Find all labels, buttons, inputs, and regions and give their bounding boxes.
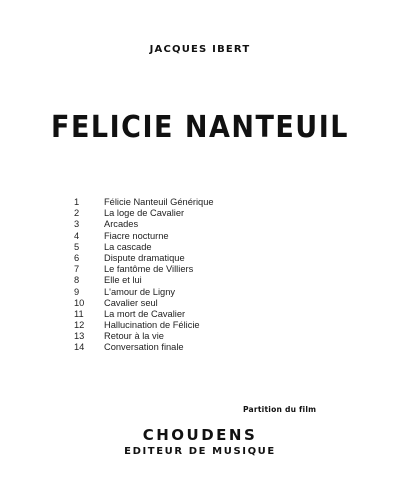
track-title: Conversation finale bbox=[104, 342, 184, 353]
track-item bbox=[74, 197, 334, 208]
work-title: FELICIE NANTEUIL bbox=[51, 110, 349, 145]
track-title: La loge de Cavalier bbox=[104, 208, 185, 219]
track-title: Arcades bbox=[104, 219, 139, 230]
publisher-subtitle: EDITEUR DE MUSIQUE bbox=[124, 446, 276, 457]
track-title: La mort de Cavalier bbox=[104, 308, 186, 319]
track-item bbox=[74, 208, 334, 219]
track-number: 12 bbox=[74, 320, 85, 331]
track-list bbox=[74, 197, 334, 354]
track-title: Retour à la vie bbox=[104, 331, 164, 342]
track-item bbox=[74, 320, 334, 331]
track-title: Le fantôme de Villiers bbox=[104, 264, 194, 275]
track-number: 6 bbox=[74, 252, 80, 263]
track-item bbox=[74, 231, 334, 242]
publisher-name: CHOUDENS bbox=[142, 426, 258, 444]
track-item bbox=[74, 242, 334, 253]
track-title: La cascade bbox=[104, 241, 152, 252]
track-number: 13 bbox=[74, 331, 85, 342]
track-number: 7 bbox=[74, 264, 80, 275]
track-item bbox=[74, 253, 334, 264]
track-number: 11 bbox=[74, 308, 84, 319]
track-title: Cavalier seul bbox=[104, 297, 158, 308]
track-title: Elle et lui bbox=[104, 275, 142, 286]
track-number: 2 bbox=[74, 208, 80, 219]
track-number: 4 bbox=[74, 230, 80, 241]
track-number: 3 bbox=[74, 219, 80, 230]
track-item bbox=[74, 309, 334, 320]
track-title: Hallucination de Félicie bbox=[104, 320, 200, 331]
track-number: 1 bbox=[74, 197, 80, 207]
track-item bbox=[74, 219, 334, 230]
track-title: L'amour de Ligny bbox=[104, 286, 176, 297]
track-number: 5 bbox=[74, 241, 80, 252]
track-number: 10 bbox=[74, 297, 85, 308]
track-item bbox=[74, 287, 334, 298]
track-number: 14 bbox=[74, 342, 85, 353]
composer-name: JACQUES IBERT bbox=[149, 44, 251, 55]
track-title: Fiacre nocturne bbox=[104, 230, 169, 241]
track-item bbox=[74, 275, 334, 286]
track-title: Félicie Nanteuil Générique bbox=[104, 197, 214, 207]
track-item bbox=[74, 298, 334, 309]
track-item bbox=[74, 264, 334, 275]
track-number: 8 bbox=[74, 275, 80, 286]
track-number: 9 bbox=[74, 286, 80, 297]
track-item bbox=[74, 331, 334, 342]
track-title: Dispute dramatique bbox=[104, 252, 185, 263]
partition-label: Partition du film bbox=[243, 405, 317, 414]
track-item bbox=[74, 342, 334, 353]
